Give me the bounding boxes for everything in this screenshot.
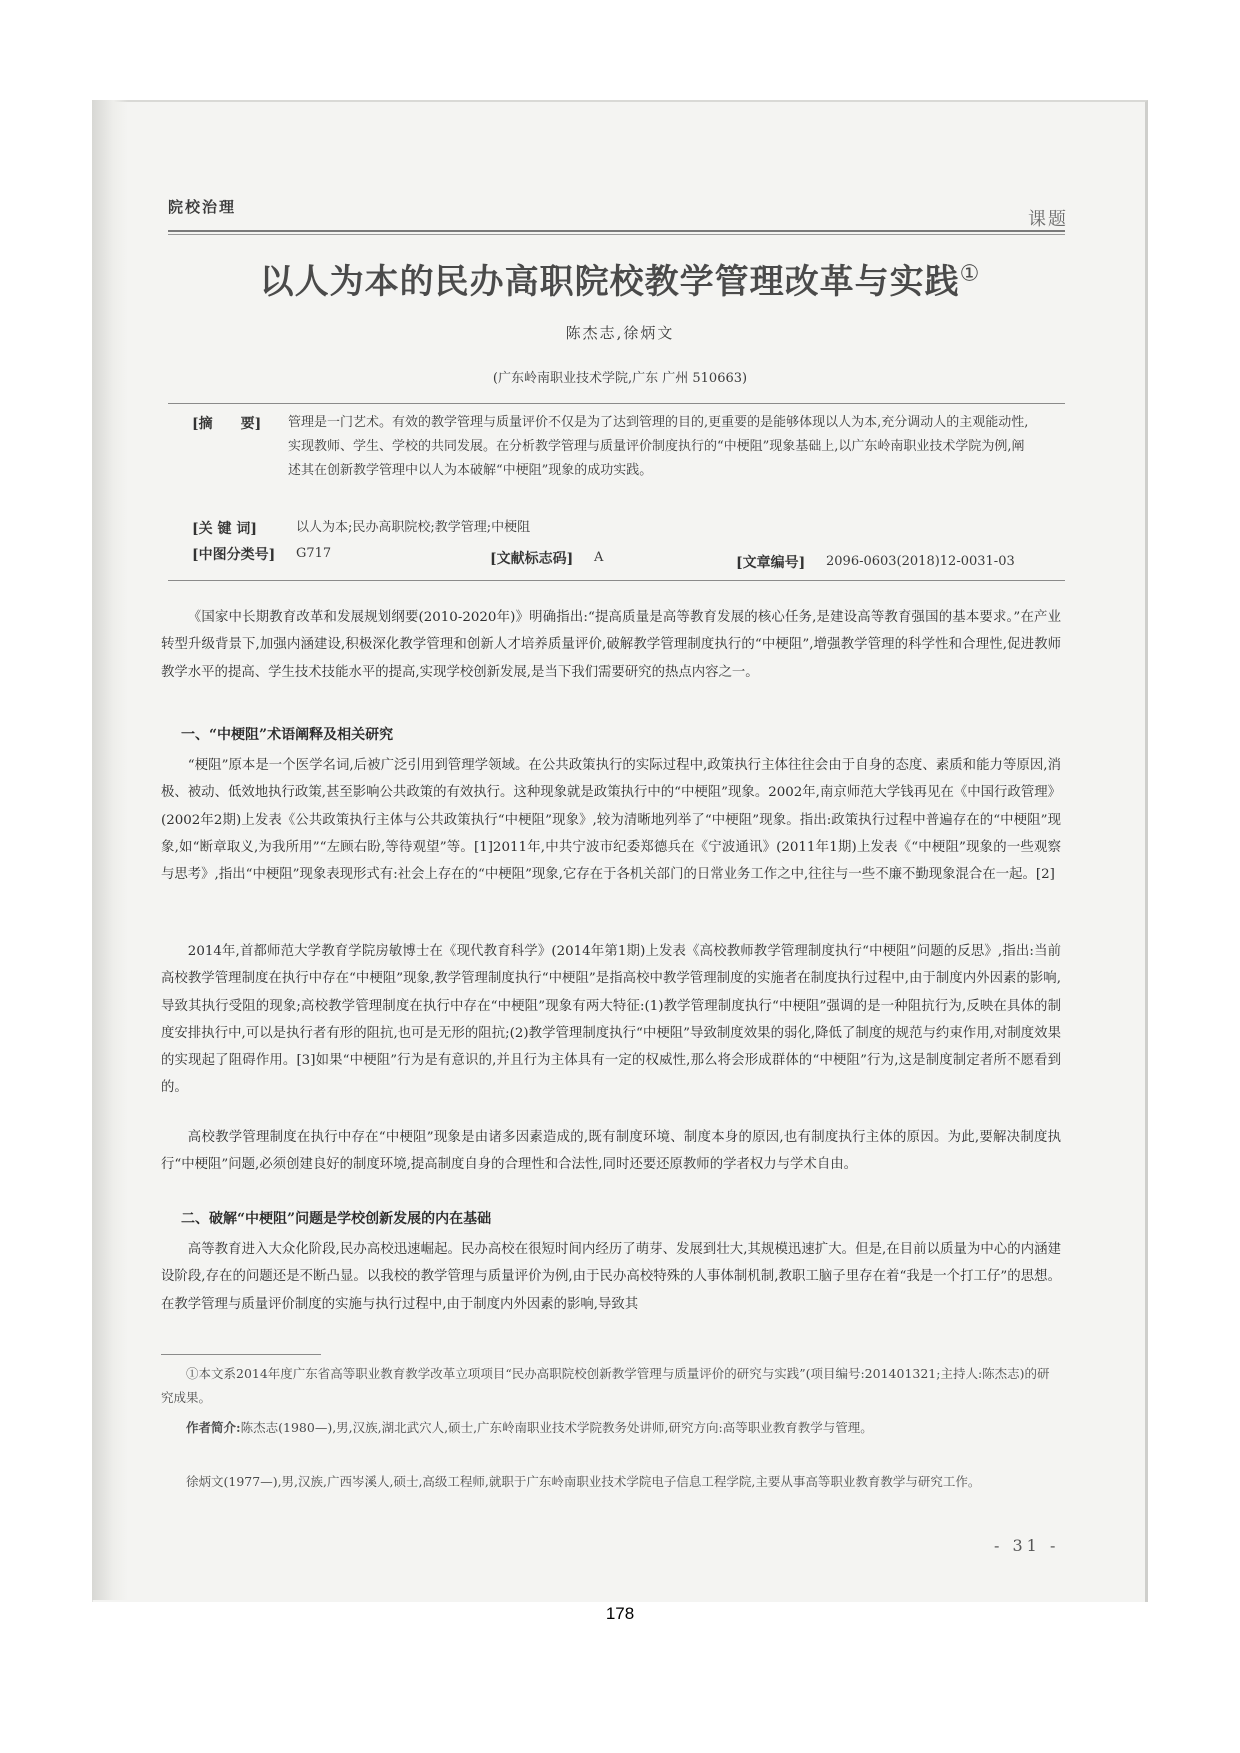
body-paragraph-1: 《国家中长期教育改革和发展规划纲要(2010-2020年)》明确指出:“提高质量是高等教育发展的核心任务,是建设高等教育强国的基本要求。”在产业转型升级背景下,加强内涵建设,积极深化教学管理和创新人才培养质量评价,破解教学管理制度执行的“中梗阻”,增强教学管理的科学性和合理性,促进教师教学水平的提高、学生技术技能水平的提高,实现学校创新发展,是当下我们需要研究的热点内容之一。 [161,610,1061,680]
doc-code-label: [文献标志码] [490,551,574,567]
abstract-rule [168,580,1065,581]
keywords-label: [关 键 词] [192,521,257,537]
section-heading-2: 二、破解“中梗阻”问题是学校创新发展的内在基础 [181,1211,492,1227]
scan-binding-shadow [92,100,128,1600]
author-intro-label: 作者简介: [186,1420,241,1435]
clc-value: G717 [296,546,332,561]
footnote-author-2: 徐炳文(1977—),男,汉族,广西岑溪人,硕士,高级工程师,就职于广东岭南职业技术学院电子信息工程学院,主要从事高等职业教育教学与研究工作。 [186,1474,981,1489]
journal-page-number: - 31 - [994,1536,1060,1555]
article-title-text: 以人为本的民办高职院校教学管理改革与实践 [259,262,960,302]
title-footnote-mark: ① [959,261,981,287]
footnote-rule [161,1354,321,1355]
article-title [160,254,1080,303]
body-paragraph-5: 高等教育进入大众化阶段,民办高校迅速崛起。民办高校在很短时间内经历了萌芽、发展到壮大,其规模迅速扩大。但是,在目前以质量为中心的内涵建设阶段,存在的问题还是不断凸显。以我校的教学管理与质量评价为例,由于民办高校特殊的人事体制机制,教职工脑子里存在着“我是一个打工仔”的思想。在教学管理与质量评价制度的实施与执行过程中,由于制度内外因素的影响,导致其 [161,1242,1061,1312]
body-paragraph-2: “梗阻”原本是一个医学名词,后被广泛引用到管理学领域。在公共政策执行的实际过程中,政策执行主体往往会由于自身的态度、素质和能力等原因,消极、被动、低效地执行政策,甚至影响公共政策的有效执行。这种现象就是政策执行中的“中梗阻”现象。2002年,南京师范大学钱再见在《中国行政管理》(2002年2期)上发表《公共政策执行主体与公共政策执行“中梗阻”现象》,较为清晰地列举了“中梗阻”现象。指出:政策执行过程中普遍存在的“中梗阻”现象,如“断章取义,为我所用”“左顾右盼,等待观望”等。[1]2011年,中共宁波市纪委郑德兵在《宁波通讯》(2011年1期)上发表《“中梗阻”现象的一些观察与思考》,指出“中梗阻”现象表现形式有:社会上存在的“中梗阻”现象,它存在于各机关部门的日常业务工作之中,往往与一些不廉不勤现象混合在一起。[2] [161,758,1061,883]
authors: 陈杰志,徐炳文 [565,324,675,342]
keywords-text: 以人为本;民办高职院校;教学管理;中梗阻 [296,520,531,535]
footnote-funding: ①本文系2014年度广东省高等职业教育教学改革立项项目“民办高职院校创新教学管理与质量评价的研究与实践”(项目编号:201401321;主持人:陈杰志)的研究成果。 [161,1366,1050,1405]
author-1-text: 陈杰志(1980—),男,汉族,湖北武穴人,硕士,广东岭南职业技术学院教务处讲师,研究方向:高等职业教育教学与管理。 [240,1420,873,1435]
body-paragraph-4: 高校教学管理制度在执行中存在“中梗阻”现象是由诸多因素造成的,既有制度环境、制度本身的原因,也有制度执行主体的原因。为此,要解决制度执行“中梗阻”问题,必须创建良好的制度环境,提高制度自身的合理性和合法性,同时还要还原教师的学者权力与学术自由。 [161,1130,1061,1173]
doc-code-value: A [594,550,604,565]
affiliation: (广东岭南职业技术学院,广东 广州 510663) [492,371,748,386]
article-no-value: 2096-0603(2018)12-0031-03 [826,554,1015,569]
abstract-label: [摘 要] [192,416,262,432]
abstract-text: 管理是一门艺术。有效的教学管理与质量评价不仅是为了达到管理的目的,更重要的是能够体现以人为本,充分调动人的主观能动性,实现教师、学生、学校的共同发展。在分析教学管理与质量评价制度执行的“中梗阻”现象基础上,以广东岭南职业技术学院为例,阐述其在创新教学管理中以人为本破解“中梗阻”现象的成功实践。 [288,415,1029,478]
header-rule [168,230,1065,235]
body-paragraph-3: 2014年,首都师范大学教育学院房敏博士在《现代教育科学》(2014年第1期)上发表《高校教师教学管理制度执行“中梗阻”问题的反思》,指出:当前高校教学管理制度在执行中存在“中梗阻”现象,教学管理制度执行“中梗阻”是指高校中教学管理制度的实施者在制度执行过程中,由于制度内外因素的影响,导致其执行受阻的现象;高校教学管理制度在执行中存在“中梗阻”现象有两大特征:(1)教学管理制度执行“中梗阻”强调的是一种阻抗行为,反映在具体的制度安排执行中,可以是执行者有形的阻抗,也可是无形的阻抗;(2)教学管理制度执行“中梗阻”导致制度效果的弱化,降低了制度的规范与约束作用,对制度效果的实现起了阻碍作用。[3]如果“中梗阻”行为是有意识的,并且行为主体具有一定的权威性,那么将会形成群体的“中梗阻”行为,这是制度制定者所不愿看到的。 [161,944,1061,1096]
article-no-label: [文章编号] [736,555,806,571]
section-heading-1: 一、“中梗阻”术语阐释及相关研究 [181,727,394,743]
title-rule [168,403,1065,404]
clc-label: [中图分类号] [192,547,276,563]
pdf-page-number: 178 [605,1604,635,1623]
running-header-tag: 课题 [1028,209,1068,230]
footnote-author-1 [161,1416,1061,1440]
running-header-section: 院校治理 [168,198,237,216]
